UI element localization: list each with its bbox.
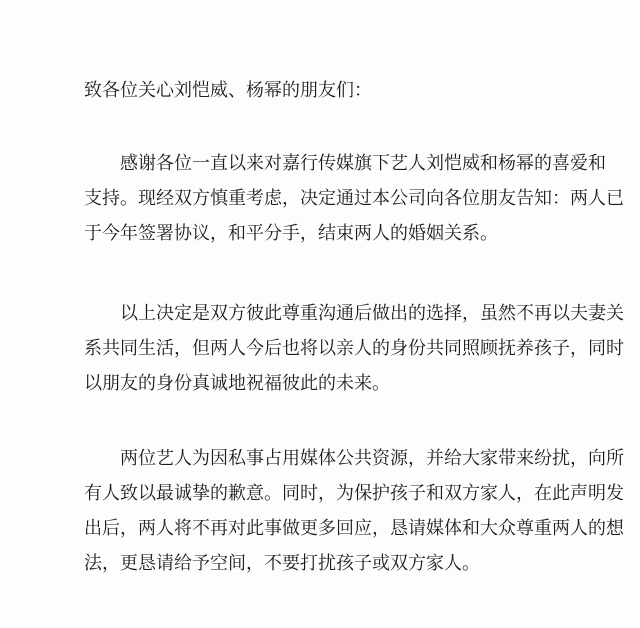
paragraph-line: 以朋友的身份真诚地祝福彼此的未来。 — [84, 373, 390, 394]
paragraph-line: 于今年签署协议，和平分手，结束两人的婚姻关系。 — [84, 223, 498, 244]
paragraph-line: 出后，两人将不再对此事做更多回应，恳请媒体和大众尊重两人的想 — [84, 518, 624, 539]
salutation: 致各位关心刘恺威、杨幂的朋友们： — [84, 80, 372, 101]
paragraph-line: 支持。现经双方慎重考虑，决定通过本公司向各位朋友告知：两人已 — [84, 188, 624, 209]
paragraph-line: 法，更恳请给予空间，不要打扰孩子或双方家人。 — [84, 553, 480, 574]
paragraph-1 — [84, 146, 624, 251]
paragraph-line: 两位艺人为因私事占用媒体公共资源，并给大家带来纷扰，向所 — [120, 448, 624, 469]
paragraph-2 — [84, 296, 624, 401]
paragraph-line: 有人致以最诚挚的歉意。同时，为保护孩子和双方家人，在此声明发 — [84, 483, 624, 504]
paragraph-line: 以上决定是双方彼此尊重沟通后做出的选择，虽然不再以夫妻关 — [120, 303, 624, 324]
paragraph-line: 系共同生活，但两人今后也将以亲人的身份共同照顾抚养孩子，同时 — [84, 338, 624, 359]
paragraph-3 — [84, 441, 624, 581]
paragraph-line: 感谢各位一直以来对嘉行传媒旗下艺人刘恺威和杨幂的喜爱和 — [120, 153, 606, 174]
